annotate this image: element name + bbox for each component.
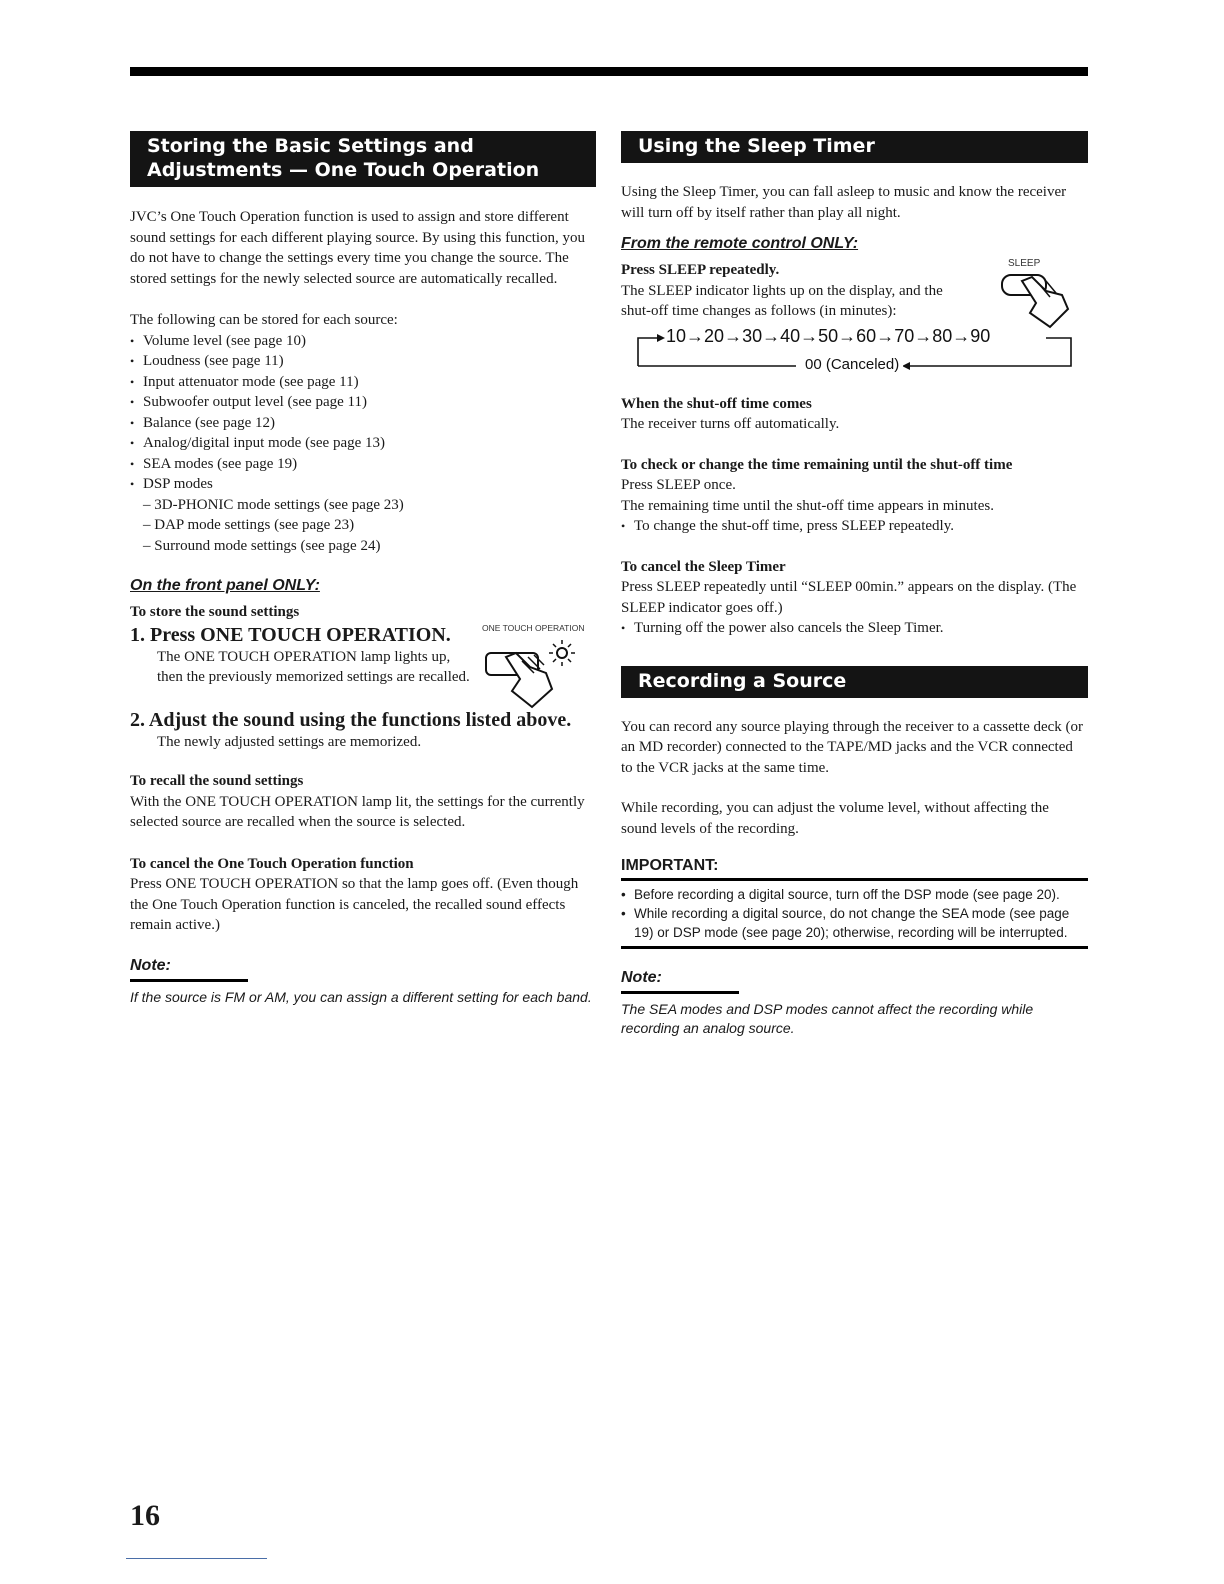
- list-item: • Loudness (see page 11): [130, 351, 596, 372]
- note-rule: [130, 979, 248, 982]
- press-sleep-block: [621, 260, 1088, 322]
- check-text-2: The remaining time until the shut-off time appears in minutes.: [621, 497, 994, 514]
- recall-heading: To recall the sound settings: [130, 773, 304, 789]
- dsp-sub-list: [130, 495, 596, 557]
- heading-line-1: Storing the Basic Settings and: [147, 135, 474, 157]
- list-item: • While recording a digital source, do not change the SEA mode (see page 19) or DSP mode (see page 20); otherwise, recording will be interrupted.: [621, 904, 1088, 942]
- sleep-label: SLEEP: [1008, 258, 1041, 269]
- cancel-sleep-heading: To cancel the Sleep Timer: [621, 558, 786, 575]
- list-item: • SEA modes (see page 19): [130, 454, 596, 475]
- list-item: • Input attenuator mode (see page 11): [130, 372, 596, 393]
- list-intro: The following can be stored for each source:: [130, 312, 398, 328]
- front-panel-heading: On the front panel ONLY:: [130, 577, 320, 594]
- left-column: [130, 131, 596, 1007]
- remote-only-heading: From the remote control ONLY:: [621, 235, 859, 252]
- recall-text: With the ONE TOUCH OPERATION lamp lit, the settings for the currently selected source are recalled when the source is selected.: [130, 793, 585, 830]
- record-note-heading: Note:: [621, 969, 662, 986]
- list-item: • Volume level (see page 10): [130, 331, 596, 352]
- canceled-value: 00 (Canceled): [801, 356, 903, 373]
- cancel-heading: To cancel the One Touch Operation function: [130, 855, 414, 872]
- list-item: • To change the shut-off time, press SLEEP repeatedly.: [621, 516, 1088, 537]
- step-1-title: 1. Press ONE TOUCH OPERATION.: [130, 623, 451, 646]
- important-rule-bottom: [621, 946, 1088, 949]
- record-text-2: While recording, you can adjust the volume level, without affecting the sound levels of the recording.: [621, 800, 1049, 837]
- step-2-text: The newly adjusted settings are memorized.: [157, 733, 422, 750]
- important-list: [621, 885, 1088, 942]
- seq-value: 20: [704, 325, 725, 346]
- note-text: If the source is FM or AM, you can assign a different setting for each band.: [130, 988, 592, 1005]
- important-rule-top: [621, 878, 1088, 881]
- seq-value: 10: [666, 325, 687, 346]
- sleep-button-illustration: [996, 258, 1086, 334]
- hand-press-icon: [482, 633, 594, 711]
- section-heading-recording: Recording a Source: [621, 666, 1088, 698]
- list-item: • DSP modes: [130, 474, 596, 495]
- section-heading-one-touch: [130, 131, 596, 187]
- cancel-text: Press ONE TOUCH OPERATION so that the lamp goes off. (Even though the One Touch Operation function is canceled, the recalled sound effects remain active.): [130, 876, 579, 933]
- sleep-intro: Using the Sleep Timer, you can fall asleep to music and know the receiver will turn off by itself rather than play all night.: [621, 184, 1067, 221]
- seq-value: 80: [932, 325, 953, 346]
- record-note-rule: [621, 991, 739, 994]
- sub-list-item: – 3D-PHONIC mode settings (see page 23): [143, 496, 404, 513]
- store-heading: To store the sound settings: [130, 604, 300, 620]
- sequence-values: 10→20→30→40→50→60→70→80→90: [666, 325, 991, 346]
- sleep-time-sequence: [621, 326, 1088, 386]
- when-heading: When the shut-off time comes: [621, 395, 812, 412]
- record-note-text: The SEA modes and DSP modes cannot affect the recording while recording an analog source.: [621, 1001, 1034, 1036]
- press-sleep-text: The SLEEP indicator lights up on the display, and the shut-off time changes as follows (in minutes):: [621, 282, 943, 319]
- when-text: The receiver turns off automatically.: [621, 416, 840, 432]
- list-item: • Analog/digital input mode (see page 13): [130, 433, 596, 454]
- list-item: • Balance (see page 12): [130, 413, 596, 434]
- seq-value: 60: [856, 325, 877, 346]
- sub-list-item: – Surround mode settings (see page 24): [143, 537, 381, 554]
- seq-value: 30: [742, 325, 763, 346]
- cancel-sleep-list: [621, 618, 1088, 639]
- bottom-rule: [126, 1558, 267, 1559]
- right-column: [621, 131, 1088, 1038]
- list-item: • Turning off the power also cancels the Sleep Timer.: [621, 618, 1088, 639]
- list-item: • Before recording a digital source, turn off the DSP mode (see page 20).: [621, 885, 1088, 904]
- seq-value: 90: [970, 325, 991, 346]
- page-number: 16: [130, 1499, 160, 1532]
- one-touch-button-illustration: [482, 623, 594, 716]
- step-1: [130, 623, 596, 688]
- hand-press-sleep-icon: [996, 269, 1086, 329]
- sub-list-item: – DAP mode settings (see page 23): [143, 517, 355, 533]
- list-item: • Subwoofer output level (see page 11): [130, 392, 596, 413]
- heading-line-2: Adjustments — One Touch Operation: [147, 159, 540, 181]
- cancel-sleep-text: Press SLEEP repeatedly until “SLEEP 00min.” appears on the display. (The SLEEP indicator goes off.): [621, 579, 1077, 616]
- step-1-text: The ONE TOUCH OPERATION lamp lights up, then the previously memorized settings are recalled.: [157, 648, 470, 685]
- section-heading-sleep-timer: Using the Sleep Timer: [621, 131, 1088, 163]
- important-heading: IMPORTANT:: [621, 857, 719, 874]
- note-heading: Note:: [130, 956, 171, 974]
- check-heading: To check or change the time remaining until the shut-off time: [621, 456, 1013, 473]
- one-touch-label: ONE TOUCH OPERATION: [482, 622, 585, 633]
- step-2-title: 2. Adjust the sound using the functions listed above.: [130, 708, 572, 731]
- record-text-1: You can record any source playing through the receiver to a cassette deck (or an MD recorder) connected to the TAPE/MD jacks and the VCR connected to the VCR jacks at the same time.: [621, 718, 1084, 776]
- stored-items-list: [130, 331, 596, 495]
- seq-value: 40: [780, 325, 801, 346]
- check-text-1: Press SLEEP once.: [621, 477, 736, 493]
- press-sleep-heading: Press SLEEP repeatedly.: [621, 262, 780, 278]
- seq-value: 70: [894, 325, 915, 346]
- top-rule: [130, 67, 1088, 76]
- check-list: [621, 516, 1088, 537]
- seq-value: 50: [818, 325, 839, 346]
- one-touch-intro: JVC’s One Touch Operation function is used to assign and store different sound settings for each different playing source. By using this function, you do not have to change the settings every time you change the source. The stored settings for the newly selected source are automatically recalled.: [130, 209, 586, 287]
